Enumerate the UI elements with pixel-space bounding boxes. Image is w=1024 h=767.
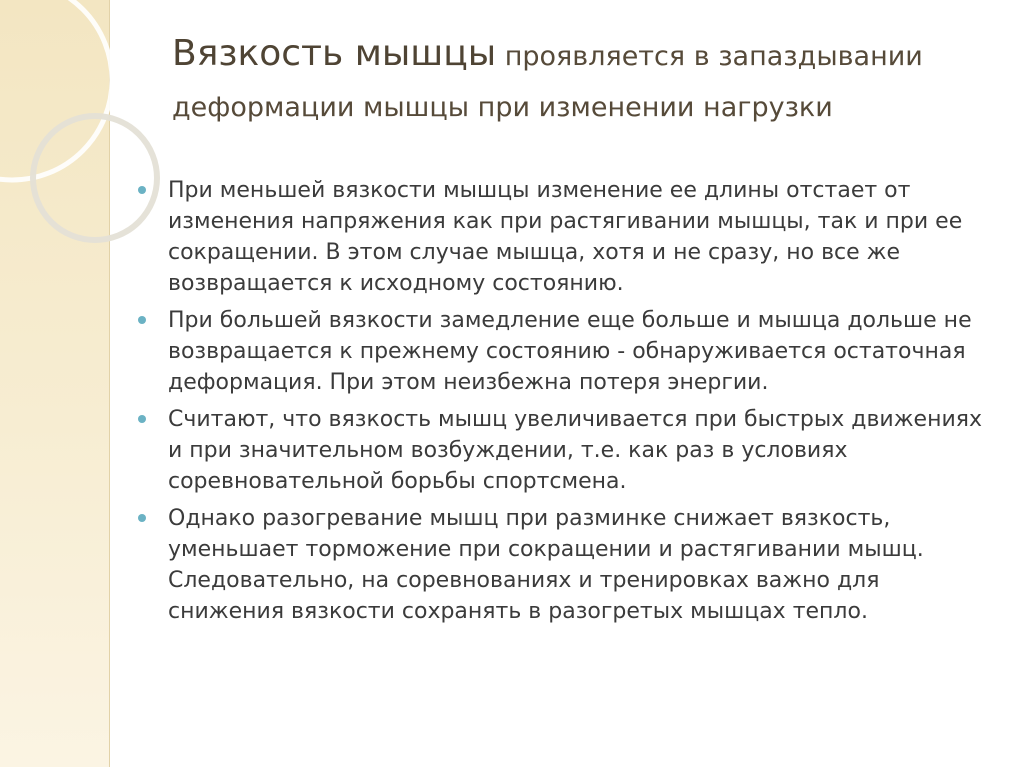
bullet-text: Однако разогревание мышц при разминке снижает вязкость, уменьшает торможение при сокращении и растягивании мышц. Следовательно, на соревнованиях и тренировках важно для снижения вязкости сохранять в разогретых мышцах тепло.: [168, 506, 924, 624]
bullet-dot-icon: [138, 514, 146, 522]
bullet-text: При меньшей вязкости мышцы изменение ее длины отстает от изменения напряжения как при растягивании мышцы, так и при ее сокращении. В этом случае мышца, хотя и не сразу, но все же возвращается к исходному состоянию.: [168, 178, 963, 296]
bullet-item: [168, 503, 998, 627]
bullet-item: [168, 175, 998, 299]
title-rest: проявляется в запаздывании деформации мышцы при изменении нагрузки: [172, 41, 923, 123]
side-decor-panel: [0, 0, 110, 767]
bullet-dot-icon: [138, 415, 146, 423]
title-main: Вязкость мышцы: [172, 33, 497, 74]
bullet-dot-icon: [138, 186, 146, 194]
bullet-list: [168, 175, 998, 633]
bullet-text: При большей вязкости замедление еще больше и мышца дольше не возвращается к прежнему состоянию - обнаруживается остаточная деформация. При этом неизбежна потеря энергии.: [168, 308, 972, 395]
slide-title: [172, 30, 992, 135]
bullet-dot-icon: [138, 316, 146, 324]
bullet-item: [168, 404, 998, 497]
bullet-item: [168, 305, 998, 398]
bullet-text: Считают, что вязкость мышц увеличивается при быстрых движениях и при значительном возбуждении, т.е. как раз в условиях соревновательной борьбы спортсмена.: [168, 407, 983, 494]
